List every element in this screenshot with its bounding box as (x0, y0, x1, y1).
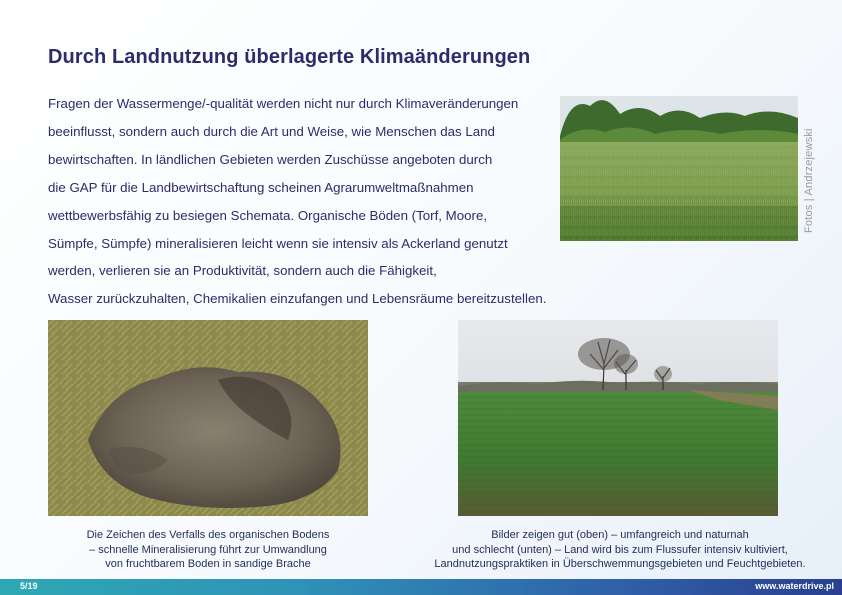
caption-line: – schnelle Mineralisierung führt zur Umwandlung (89, 543, 327, 556)
caption-line: Die Zeichen des Verfalls des organischen Bodens (86, 529, 330, 541)
soil-mound-photo (48, 320, 368, 516)
body-line: Wasser zurückzuhalten, Chemikalien einzufangen und Lebensräume bereitzustellen. (48, 291, 547, 307)
cultivated-field-photo (458, 320, 778, 516)
website-link[interactable]: www.waterdrive.pl (755, 581, 834, 591)
body-line: wettbewerbsfähig zu besiegen Schemata. Organische Böden (Torf, Moore, (48, 207, 488, 223)
body-line: beeinflusst, sondern auch durch die Art und Weise, wie Menschen das Land (48, 123, 495, 139)
caption-land-use (410, 528, 830, 572)
body-line: Fragen der Wassermenge/-qualität werden nicht nur durch Klimaveränderungen (48, 96, 519, 111)
footer-bar (0, 579, 842, 595)
body-line: bewirtschaften. In ländlichen Gebieten werden Zuschüsse angeboten durch (48, 151, 493, 167)
caption-soil-mound (48, 528, 368, 572)
meadow-photo (560, 96, 798, 241)
caption-line: Landnutzungspraktiken in Überschwemmungsgebieten und Feuchtgebieten. (434, 558, 806, 570)
body-line: die GAP für die Landbewirtschaftung scheinen Agrarumweltmaßnahmen (48, 179, 474, 195)
caption-line: Bilder zeigen gut (oben) – umfangreich und naturnah (491, 529, 749, 541)
body-paragraph (48, 90, 578, 313)
page-title: Durch Landnutzung überlagerte Klimaänderungen (48, 46, 531, 68)
body-line: werden, verlieren sie an Produktivität, sondern auch die Fähigkeit, (48, 263, 437, 279)
caption-line: und schlecht (unten) – Land wird bis zum Flussufer intensiv kultiviert, (452, 543, 788, 556)
caption-line: von fruchtbarem Boden in sandige Brache (105, 558, 311, 570)
page-number: 5/19 (20, 581, 38, 591)
body-line: Sümpfe, Sümpfe) mineralisieren leicht wenn sie intensiv als Ackerland genutzt (48, 235, 508, 251)
photo-credit: Fotos | Andrzejewski (803, 128, 815, 233)
